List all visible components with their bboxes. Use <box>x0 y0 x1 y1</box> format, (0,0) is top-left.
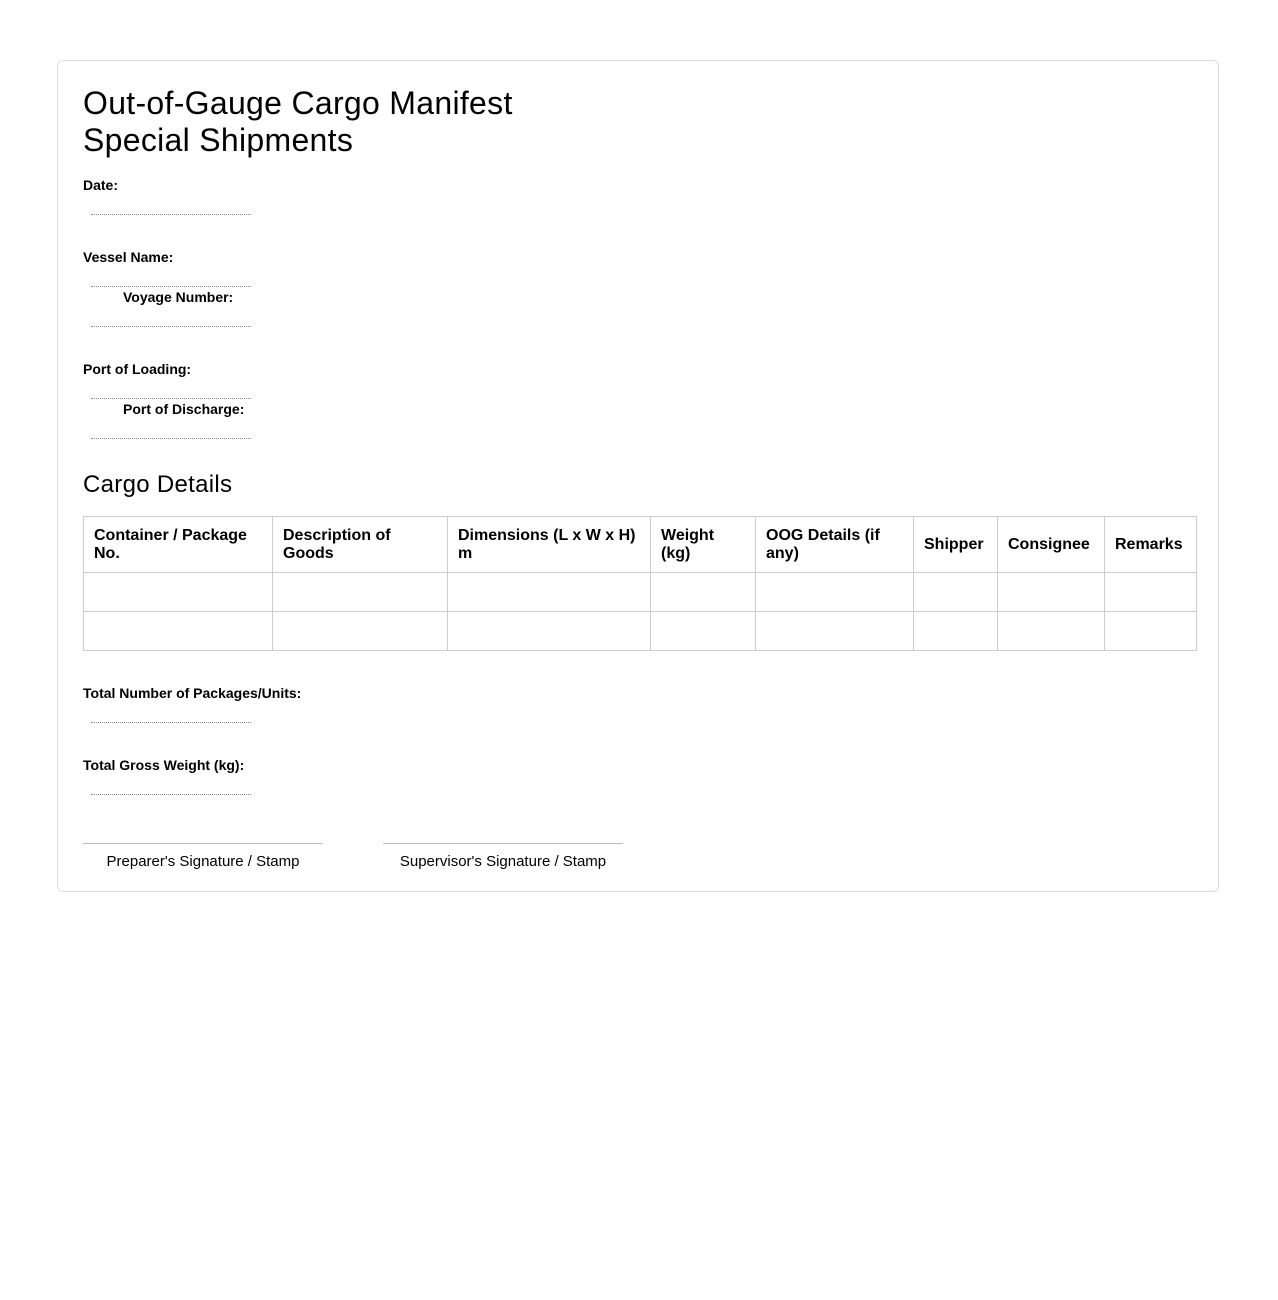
supervisor-signature[interactable]: Supervisor's Signature / Stamp <box>383 843 623 870</box>
column-header-shipper: Shipper <box>914 517 998 573</box>
total-packages-field[interactable] <box>91 722 251 723</box>
cell-container-no[interactable] <box>84 612 273 651</box>
date-field[interactable] <box>91 214 251 215</box>
port-of-discharge-label: Port of Discharge: <box>123 401 245 417</box>
cell-description[interactable] <box>273 612 448 651</box>
port-of-loading-field[interactable] <box>91 398 251 399</box>
table-header-row <box>84 517 1197 573</box>
cell-weight[interactable] <box>651 612 756 651</box>
cell-description[interactable] <box>273 573 448 612</box>
cell-consignee[interactable] <box>998 612 1105 651</box>
voyage-number-field[interactable] <box>91 326 251 327</box>
vessel-name-label: Vessel Name: <box>83 249 174 265</box>
port-of-discharge-field[interactable] <box>91 438 251 439</box>
manifest-card <box>57 60 1219 892</box>
column-header-oog-details: OOG Details (if any) <box>756 517 914 573</box>
page-title <box>83 85 513 159</box>
cell-weight[interactable] <box>651 573 756 612</box>
cell-dimensions[interactable] <box>448 612 651 651</box>
vessel-name-field[interactable] <box>91 286 251 287</box>
cargo-details-heading: Cargo Details <box>83 471 233 498</box>
voyage-number-label: Voyage Number: <box>123 289 234 305</box>
cell-container-no[interactable] <box>84 573 273 612</box>
column-header-description: Description of Goods <box>273 517 448 573</box>
title-subtitle: Special Shipments <box>83 122 354 158</box>
cell-shipper[interactable] <box>914 612 998 651</box>
preparer-signature[interactable]: Preparer's Signature / Stamp <box>83 843 323 870</box>
cell-oog-details[interactable] <box>756 573 914 612</box>
total-packages-label: Total Number of Packages/Units: <box>83 685 302 701</box>
table-row <box>84 573 1197 612</box>
cargo-table <box>83 516 1197 651</box>
title-main: Out-of-Gauge Cargo Manifest <box>83 85 513 121</box>
column-header-container-no: Container / Package No. <box>84 517 273 573</box>
total-gross-weight-field[interactable] <box>91 794 251 795</box>
cell-shipper[interactable] <box>914 573 998 612</box>
column-header-dimensions: Dimensions (L x W x H) m <box>448 517 651 573</box>
date-label: Date: <box>83 177 119 193</box>
port-of-loading-label: Port of Loading: <box>83 361 192 377</box>
cell-remarks[interactable] <box>1105 573 1197 612</box>
cell-remarks[interactable] <box>1105 612 1197 651</box>
column-header-weight: Weight (kg) <box>651 517 756 573</box>
table-row <box>84 612 1197 651</box>
total-gross-weight-label: Total Gross Weight (kg): <box>83 757 245 773</box>
cell-oog-details[interactable] <box>756 612 914 651</box>
column-header-remarks: Remarks <box>1105 517 1197 573</box>
column-header-consignee: Consignee <box>998 517 1105 573</box>
cell-dimensions[interactable] <box>448 573 651 612</box>
cell-consignee[interactable] <box>998 573 1105 612</box>
